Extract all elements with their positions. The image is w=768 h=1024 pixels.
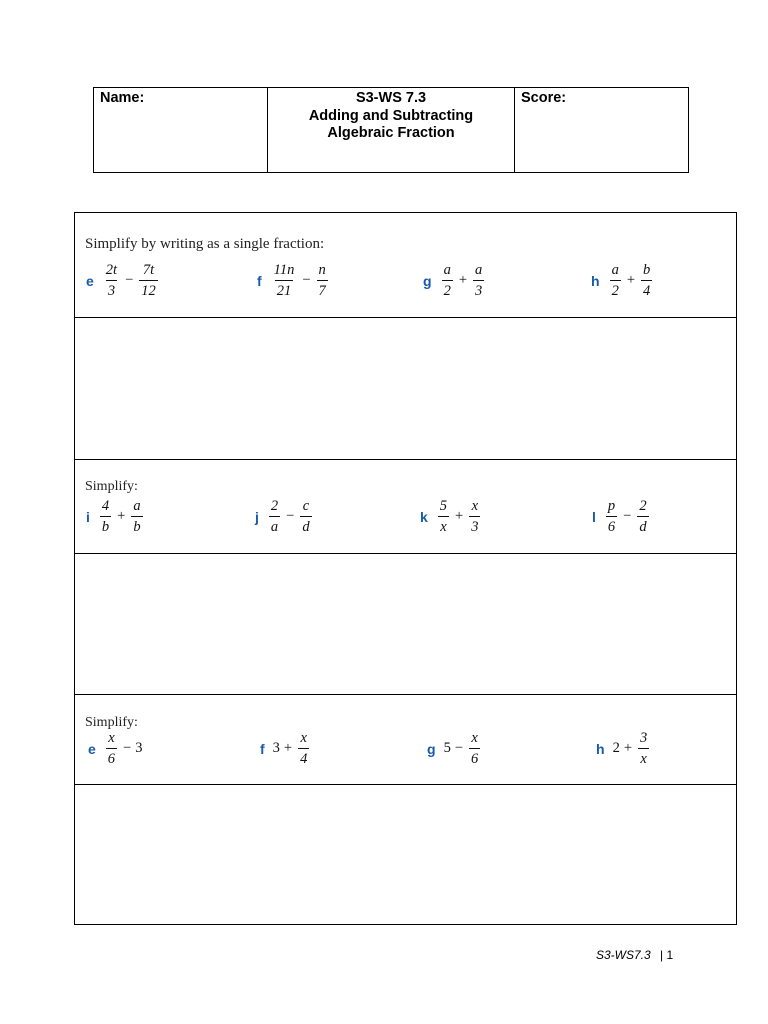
section-instruction: Simplify by writing as a single fraction: <box>85 236 325 252</box>
numerator: a <box>133 498 141 514</box>
problem-letter: f <box>260 740 265 757</box>
denominator: b <box>131 516 142 535</box>
numerator: n <box>318 262 326 278</box>
problem-item <box>260 731 311 766</box>
operator: + <box>626 272 635 288</box>
operator: − <box>125 272 134 288</box>
operator: + <box>455 508 464 524</box>
numerator: x <box>471 498 479 514</box>
denominator: a <box>269 516 280 535</box>
whole-number: 5 <box>443 740 451 756</box>
section-instruction: Simplify: <box>85 715 138 730</box>
problem-item <box>591 263 654 298</box>
footer-code: S3-WS7.3 <box>596 948 651 962</box>
whole-number: 3 <box>135 740 143 756</box>
numerator: 2 <box>639 498 647 514</box>
denominator: 3 <box>473 280 484 299</box>
name-label: Name: <box>100 90 145 106</box>
denominator: 6 <box>606 516 617 535</box>
problem-item <box>420 499 482 534</box>
numerator: 11n <box>273 262 295 278</box>
worksheet-code: S3-WS 7.3 <box>355 90 427 106</box>
denominator: d <box>300 516 311 535</box>
section-2-problems <box>75 460 736 554</box>
denominator: 6 <box>106 748 117 767</box>
problem-letter: h <box>591 272 600 289</box>
worksheet-header <box>93 87 689 173</box>
numerator: a <box>443 262 451 278</box>
worksheet-title-line: Adding and Subtracting <box>308 107 474 124</box>
problem-letter: f <box>257 272 262 289</box>
denominator: 4 <box>641 280 652 299</box>
section-instruction: Simplify: <box>85 479 138 494</box>
problem-item <box>596 731 651 766</box>
operator: + <box>117 508 126 524</box>
score-label: Score: <box>521 90 567 106</box>
denominator: 2 <box>610 280 621 299</box>
numerator: b <box>643 262 651 278</box>
operator: − <box>623 508 632 524</box>
operator: − <box>123 740 132 756</box>
numerator: 3 <box>640 730 648 746</box>
problems-frame <box>74 212 737 925</box>
denominator: 3 <box>106 280 117 299</box>
numerator: a <box>611 262 619 278</box>
answer-area[interactable] <box>75 318 736 460</box>
numerator: p <box>607 498 616 514</box>
denominator: b <box>100 516 111 535</box>
denominator: 7 <box>317 280 328 299</box>
problem-letter: h <box>596 740 605 757</box>
numerator: a <box>475 262 483 278</box>
problem-item <box>257 263 330 298</box>
problem-letter: i <box>86 508 90 525</box>
problem-item <box>423 263 486 298</box>
whole-number: 2 <box>612 740 620 756</box>
problem-letter: k <box>420 508 428 525</box>
operator: − <box>302 272 311 288</box>
denominator: 3 <box>469 516 480 535</box>
problem-letter: l <box>592 508 596 525</box>
page-number: 1 <box>666 948 674 962</box>
denominator: x <box>638 748 648 767</box>
numerator: x <box>108 730 115 746</box>
denominator: 4 <box>298 748 309 767</box>
numerator: 4 <box>101 498 110 514</box>
page-footer <box>596 948 673 962</box>
problem-item <box>86 499 145 534</box>
footer-separator: | <box>660 948 664 962</box>
section-1-problems <box>75 213 736 318</box>
problem-letter: e <box>88 740 96 757</box>
answer-area[interactable] <box>75 554 736 695</box>
numerator: x <box>300 730 307 746</box>
worksheet-title-line: Algebraic Fraction <box>327 125 455 141</box>
operator: + <box>623 740 632 756</box>
answer-area[interactable] <box>75 785 736 924</box>
problem-item <box>86 263 160 298</box>
numerator: c <box>302 498 310 514</box>
denominator: d <box>637 516 648 535</box>
operator: − <box>454 740 463 756</box>
operator: + <box>283 740 293 756</box>
problem-letter: g <box>427 740 436 757</box>
numerator: 2 <box>270 498 279 514</box>
problem-item <box>88 731 142 766</box>
operator: − <box>286 508 295 524</box>
numerator: 2t <box>105 262 118 278</box>
denominator: 21 <box>275 280 294 299</box>
numerator: x <box>471 730 478 746</box>
name-cell <box>94 88 268 172</box>
section-3-problems <box>75 695 736 785</box>
numerator: 5 <box>439 498 448 514</box>
problem-item <box>255 499 314 534</box>
problem-letter: j <box>255 508 259 525</box>
problem-letter: e <box>86 272 94 289</box>
problem-letter: g <box>423 272 432 289</box>
numerator: 7t <box>142 262 155 278</box>
score-cell <box>515 88 688 172</box>
whole-number: 3 <box>272 740 280 756</box>
denominator: 2 <box>442 280 453 299</box>
denominator: 12 <box>139 280 158 299</box>
operator: + <box>458 272 467 288</box>
denominator: x <box>438 516 448 535</box>
problem-item <box>592 499 651 534</box>
denominator: 6 <box>469 748 480 767</box>
problem-item <box>427 731 482 766</box>
title-cell <box>268 88 515 172</box>
